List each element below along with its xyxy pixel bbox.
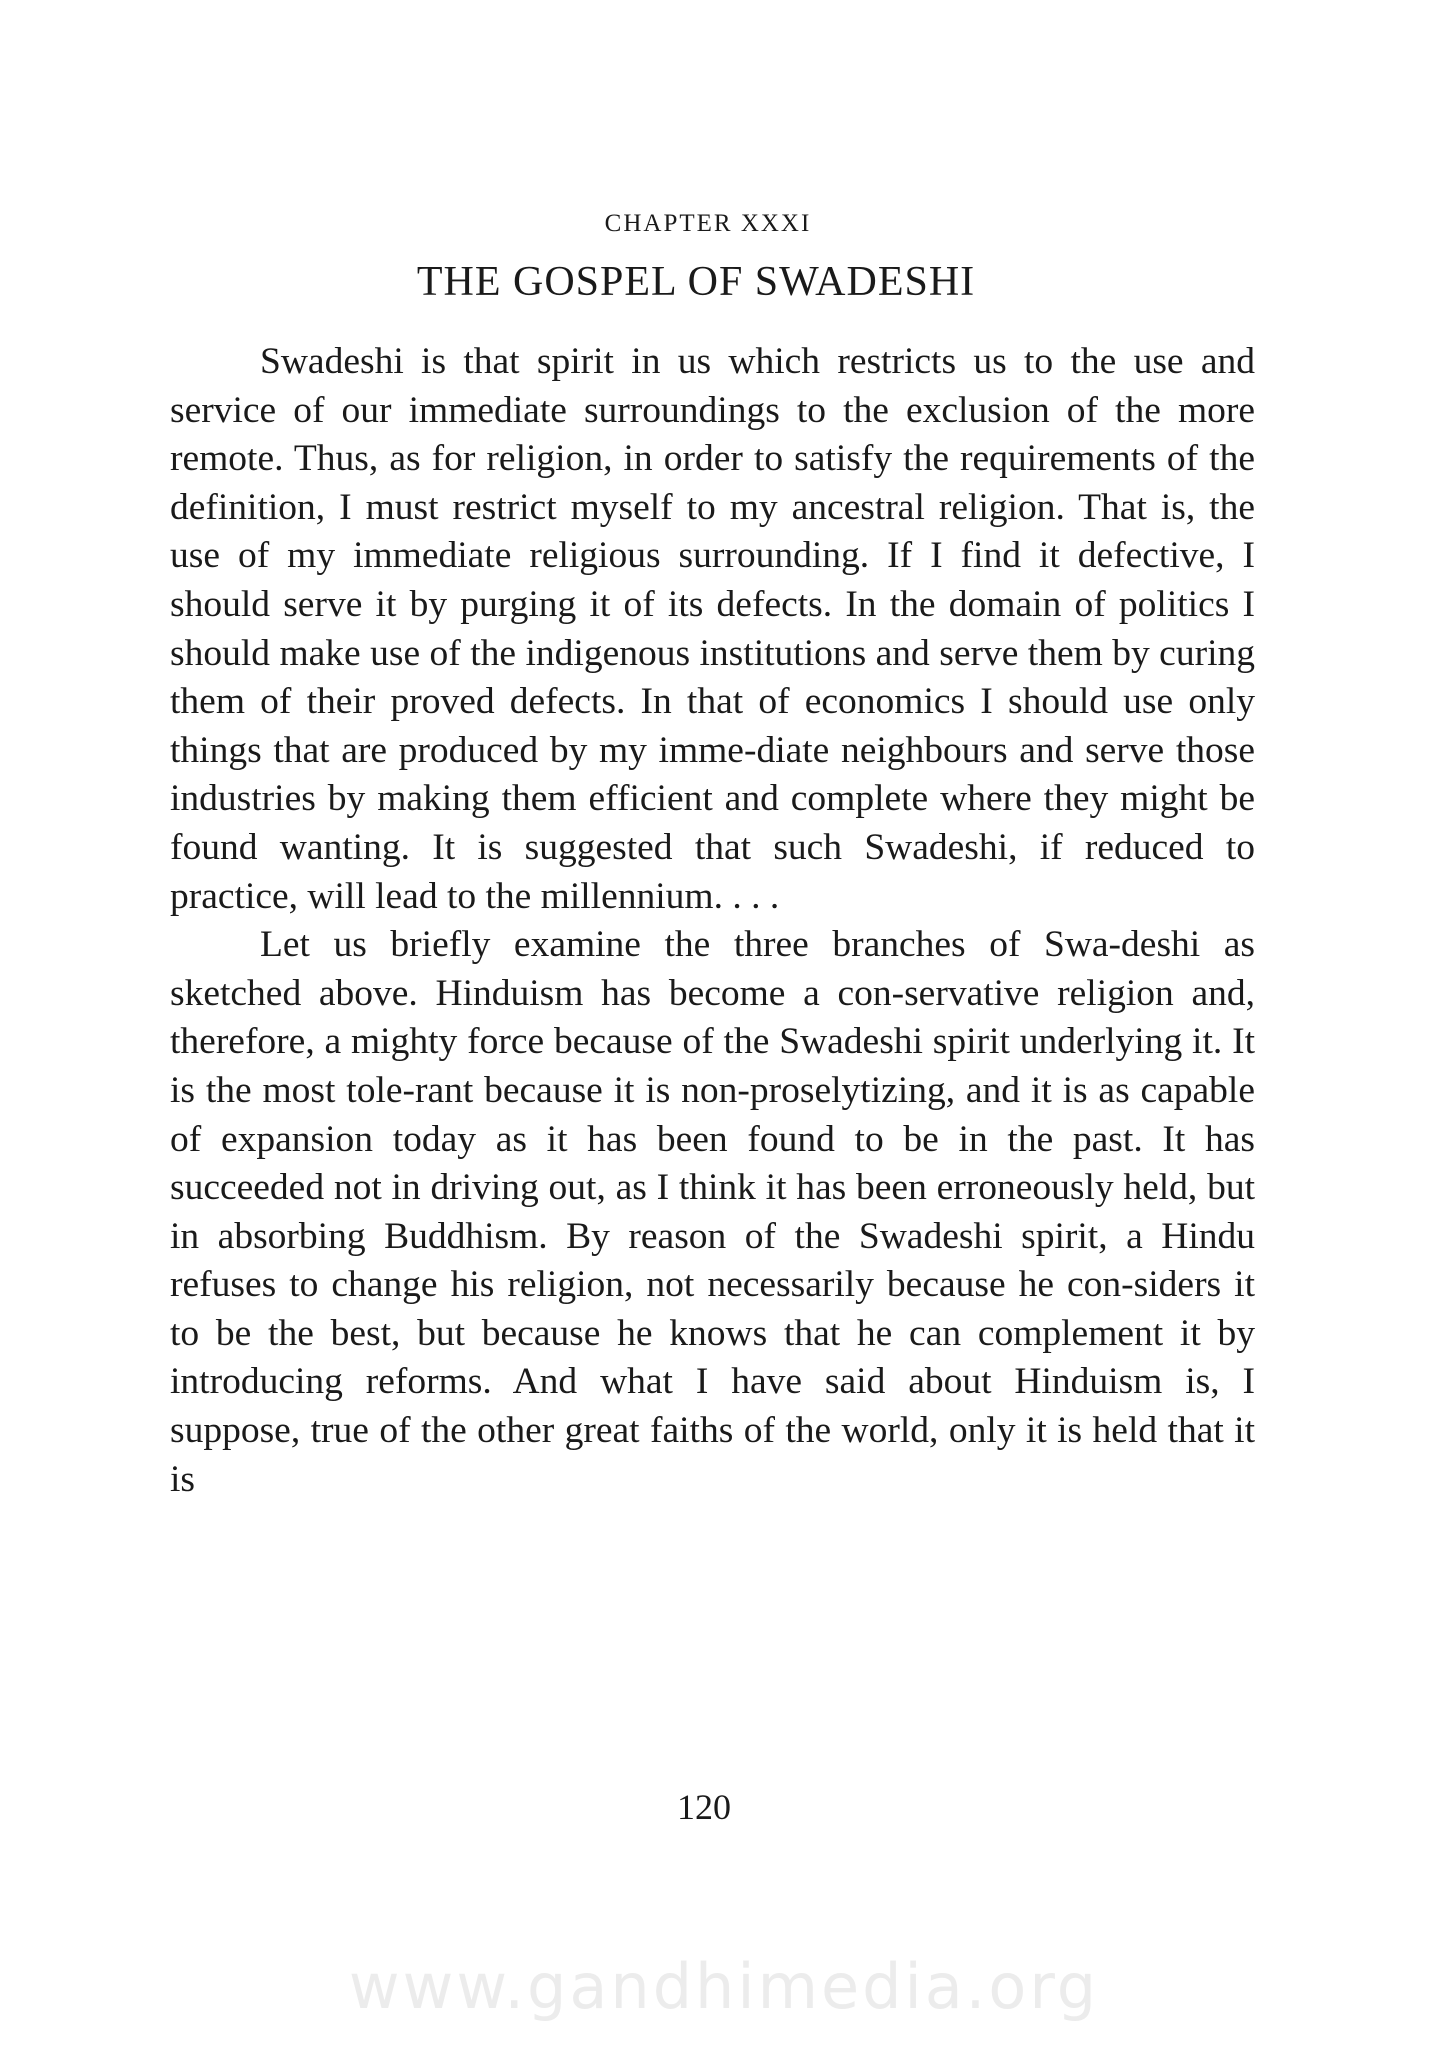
chapter-number: CHAPTER XXXI	[604, 210, 812, 237]
chapter-body	[170, 338, 1255, 1504]
paragraph: Let us briefly examine the three branches of Swa-deshi as sketched above. Hinduism has become a con-servative religion and, therefore, a mighty force because of the Swadeshi spirit underlying it. It is the most tole-rant because it is non-proselytizing, and it is as capable of expansion today as it has been found to be in the past. It has succeeded not in driving out, as I think it has been erroneously held, but in absorbing Buddhism. By reason of the Swadeshi spirit, a Hindu refuses to change his religion, not necessarily because he con-siders it to be the best, but because he knows that he can complement it by introducing reforms. And what I have said about Hinduism is, I suppose, true of the other great faiths of the world, only it is held that it is	[170, 924, 1255, 1500]
watermark: www.gandhimedia.org	[348, 1950, 1100, 2023]
chapter-title: THE GOSPEL OF SWADESHI	[416, 259, 976, 305]
page-number: 120	[677, 1787, 731, 1827]
paragraph: Swadeshi is that spirit in us which restricts us to the use and service of our immediate surroundings to the exclusion of the more remote. Thus, as for religion, in order to satisfy the requirements of the definition, I must restrict myself to my ancestral religion. That is, the use of my immediate religious surrounding. If I find it defective, I should serve it by purging it of its defects. In the domain of politics I should make use of the indigenous institutions and serve them by curing them of their proved defects. In that of economics I should use only things that are produced by my imme-diate neighbours and serve those industries by making them efficient and complete where they might be found wanting. It is suggested that such Swadeshi, if reduced to practice, will lead to the millennium. . . .	[170, 341, 1255, 917]
